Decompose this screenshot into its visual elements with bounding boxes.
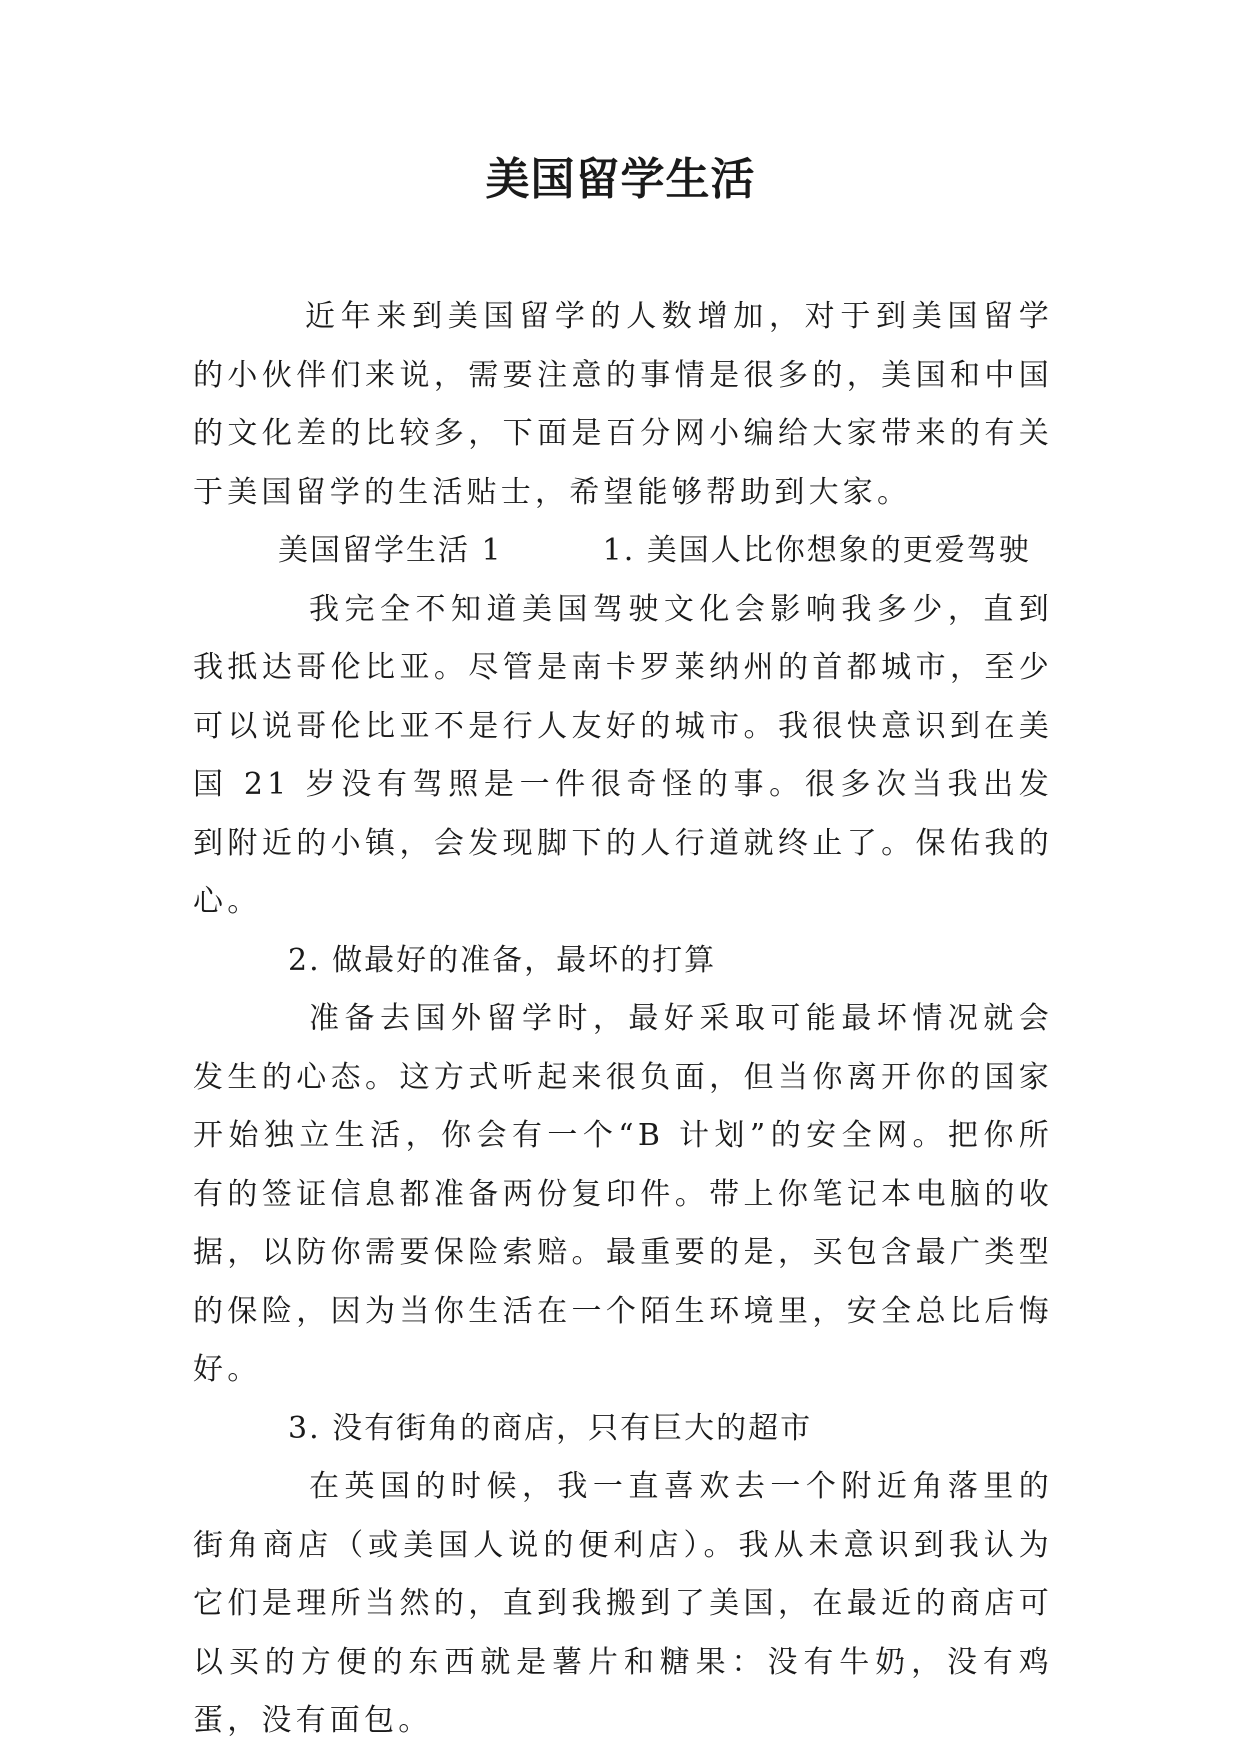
point1-paragraph: 我完全不知道美国驾驶文化会影响我多少，直到我抵达哥伦比亚。尽管是南卡罗莱纳州的首都城市，至少可以说哥伦比亚不是行人友好的城市。我很快意识到在美国 21 岁没有驾照是一件很奇怪的事。很多次当我出发到附近的小镇，会发现脚下的人行道就终止了。保佑我的心。 — [193, 591, 1053, 919]
document-body — [193, 288, 1053, 1751]
point2-paragraph: 准备去国外留学时，最好采取可能最坏情况就会发生的心态。这方式听起来很负面，但当你离开你的国家开始独立生活，你会有一个“B 计划”的安全网。把你所有的签证信息都准备两份复印件。带上你笔记本电脑的收据，以防你需要保险索赔。最重要的是，买包含最广类型的保险，因为当你生活在一个陌生环境里，安全总比后悔好。 — [193, 1001, 1053, 1387]
section-label: 美国留学生活 1 — [278, 533, 503, 568]
point1-title: 1. 美国人比你想象的更爱驾驶 — [602, 533, 1031, 568]
intro-paragraph: 近年来到美国留学的人数增加，对于到美国留学的小伙伴们来说，需要注意的事情是很多的，美国和中国的文化差的比较多，下面是百分网小编给大家带来的有关于美国留学的生活贴士，希望能够帮助到大家。 — [193, 299, 1053, 510]
section-heading-line — [193, 522, 1053, 581]
document-title: 美国留学生活 — [485, 154, 756, 205]
point3-title: 3. 没有街角的商店，只有巨大的超市 — [288, 1410, 813, 1446]
point3-paragraph: 在英国的时候，我一直喜欢去一个附近角落里的街角商店（或美国人说的便利店）。我从未意识到我认为它们是理所当然的，直到我搬到了美国，在最近的商店可以买的方便的东西就是薯片和糖果：没有牛奶，没有鸡蛋，没有面包。 — [193, 1469, 1053, 1738]
point2-title: 2. 做最好的准备，最坏的打算 — [288, 942, 717, 978]
